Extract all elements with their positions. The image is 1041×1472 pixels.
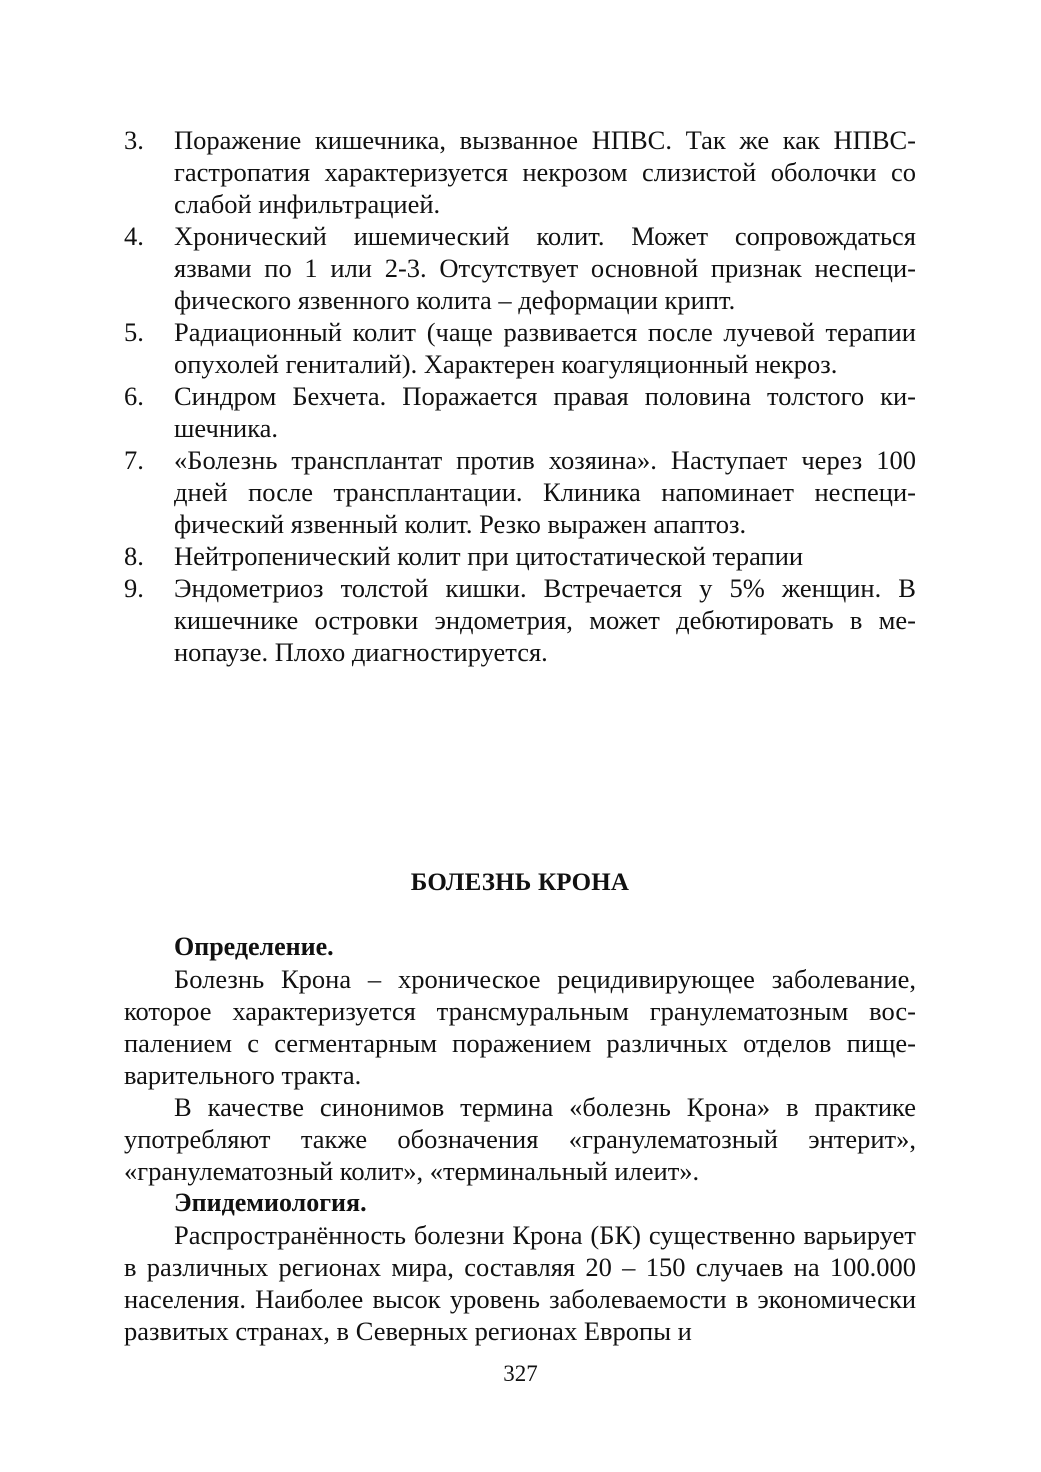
list-item-text: Хронический ишемический колит. Может сопровождаться язвами по 1 или 2-3. Отсутствует основной признак неспецифического язвенного колита – деформации крипт. [174, 221, 916, 315]
list-item [124, 572, 916, 668]
list-item-number: 5. [124, 317, 144, 347]
list-item [124, 380, 916, 444]
definition-paragraph: Болезнь Крона – хроническое рецидивирующее заболевание, которое характеризуется трансмуральным гранулематозным воспалением с сегментарным поражением различных отделов пищеварительного тракта. [124, 964, 916, 1090]
list-item [124, 316, 916, 380]
page-number: 327 [503, 1361, 538, 1386]
crohns-disease-section [124, 867, 916, 1347]
list-item-number: 7. [124, 445, 144, 475]
list-item-number: 3. [124, 125, 144, 155]
list-item-number: 9. [124, 573, 144, 603]
section-title: БОЛЕЗНЬ КРОНА [410, 869, 630, 896]
epidemiology-paragraph: Распространённость болезни Крона (БК) существенно варьирует в различных регионах мира, составляя 20 – 150 случаев на 100.000 населения. Наиболее высок уровень заболеваемости в экономически развитых странах, в Северных регионах Европы и [124, 1220, 916, 1346]
list-item-text: Нейтропенический колит при цитостатической терапии [174, 541, 804, 571]
list-item-number: 4. [124, 221, 144, 251]
differential-list [124, 124, 916, 668]
list-item-text: Радиационный колит (чаще развивается после лучевой терапии опухолей гениталий). Характерен коагуляционный некроз. [174, 317, 916, 379]
list-item-text: Поражение кишечника, вызванное НПВС. Так же как НПВС-гастропатия характеризуется некрозом слизистой оболочки со слабой инфильтрацией. [174, 125, 916, 219]
list-item [124, 124, 916, 220]
list-item-text: «Болезнь трансплантат против хозяина». Наступает через 100 дней после трансплантации. Клиника напоминает неспецифический язвенный колит. Резко выражен апаптоз. [174, 445, 916, 539]
list-item [124, 220, 916, 316]
epidemiology-heading: Эпидемиология. [174, 1188, 367, 1217]
list-item-text: Эндометриоз толстой кишки. Встречается у 5% женщин. В кишечнике островки эндометрия, может дебютировать в менопаузе. Плохо диагностируется. [174, 573, 916, 667]
definition-heading: Определение. [174, 932, 334, 961]
list-item [124, 444, 916, 540]
list-item-number: 6. [124, 381, 144, 411]
synonyms-paragraph: В качестве синонимов термина «болезнь Крона» в практике употребляют также обозначения «гранулематозный энтерит», «гранулематозный колит», «терминальный илеит». [124, 1092, 916, 1186]
list-item-text: Синдром Бехчета. Поражается правая половина толстого кишечника. [174, 381, 916, 443]
list-item-number: 8. [124, 541, 144, 571]
list-item [124, 540, 916, 572]
